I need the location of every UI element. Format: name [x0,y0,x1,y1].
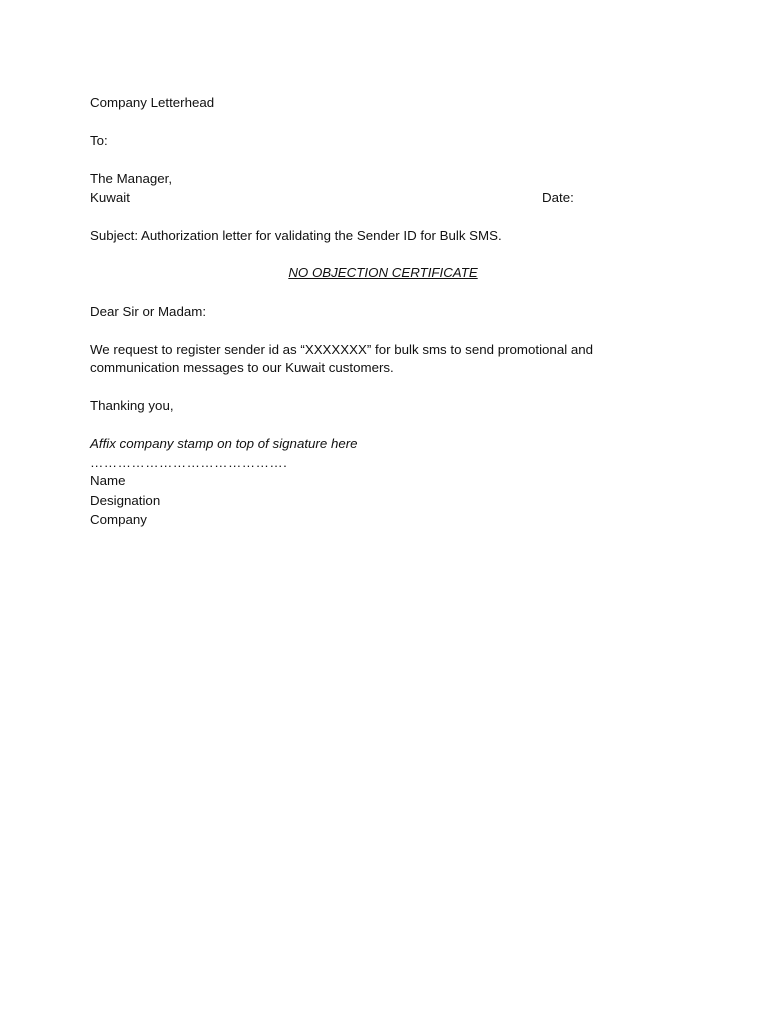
subject-line: Subject: Authorization letter for validating the Sender ID for Bulk SMS. [90,228,502,243]
closing: Thanking you, [90,398,174,413]
salutation: Dear Sir or Madam: [90,304,207,319]
body-text-line-1: We request to register sender id as “XXXXXXX” for bulk sms to send promotional and [90,342,594,357]
recipient-line: The Manager, [90,171,173,186]
body-text-line-2: communication messages to our Kuwait customers. [90,360,394,375]
stamp-instruction: Affix company stamp on top of signature here [90,436,358,451]
to-label: To: [90,133,108,148]
letterhead: Company Letterhead [90,95,215,110]
certificate-title: NO OBJECTION CERTIFICATE [288,265,478,280]
recipient-location: Kuwait [90,190,130,205]
date-label: Date: [542,190,574,205]
signatory-designation: Designation [90,493,161,508]
signatory-company: Company [90,512,147,527]
signatory-name: Name [90,473,126,488]
signature-line: ……………………………………. [90,455,288,470]
